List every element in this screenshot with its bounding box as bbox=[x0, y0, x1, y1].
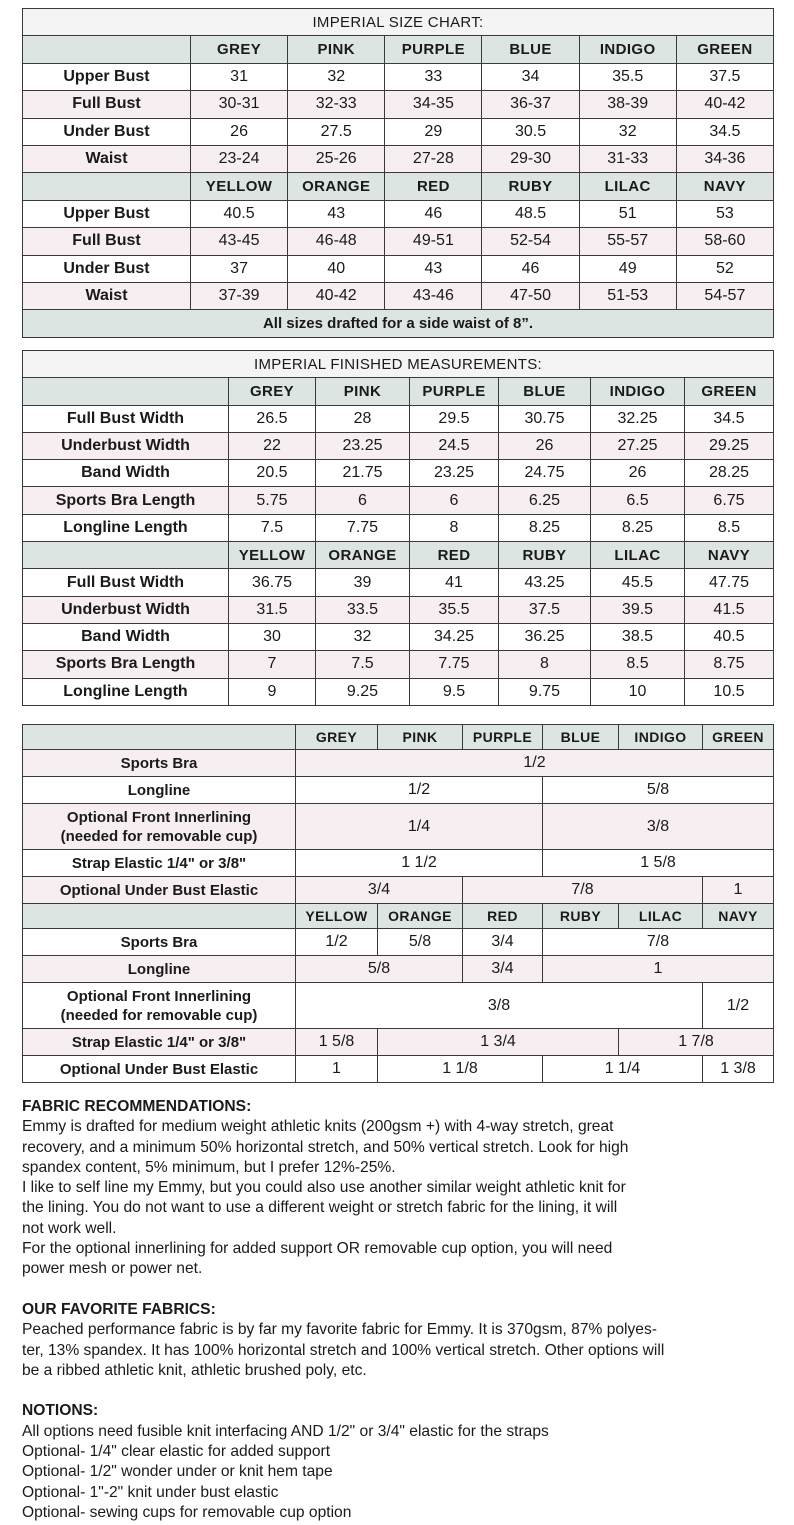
row-label: Strap Elastic 1/4" or 3/8" bbox=[23, 1029, 296, 1056]
cell-value: 23-24 bbox=[191, 145, 288, 172]
table-row bbox=[23, 405, 774, 432]
cell-value: 40-42 bbox=[288, 282, 385, 309]
row-label bbox=[23, 983, 296, 1029]
cell-value: 30.5 bbox=[482, 118, 579, 145]
cell-value: 55-57 bbox=[579, 228, 676, 255]
cell-value: 34.25 bbox=[410, 623, 499, 650]
cell-value: 26.5 bbox=[229, 405, 316, 432]
header-blank bbox=[23, 173, 191, 200]
finished-measurements-table bbox=[22, 350, 774, 706]
cell-value: 28.25 bbox=[685, 460, 774, 487]
cell-value: 6 bbox=[316, 487, 410, 514]
cell-value: 33 bbox=[385, 63, 482, 90]
row-label: Longline bbox=[23, 956, 296, 983]
cell-value: 1 bbox=[703, 877, 774, 904]
cell-value: 29 bbox=[385, 118, 482, 145]
size-header: INDIGO bbox=[579, 36, 676, 63]
cell-value: 39.5 bbox=[591, 596, 685, 623]
cell-value: 1 5/8 bbox=[296, 1029, 378, 1056]
size-header: RED bbox=[410, 542, 499, 569]
row-label: Full Bust bbox=[23, 228, 191, 255]
yardage-table bbox=[22, 724, 774, 1083]
table-row bbox=[23, 877, 774, 904]
cell-value: 3/4 bbox=[296, 877, 463, 904]
cell-value: 32 bbox=[579, 118, 676, 145]
cell-value: 30.75 bbox=[499, 405, 591, 432]
cell-value: 37.5 bbox=[499, 596, 591, 623]
table-row bbox=[23, 569, 774, 596]
size-header: RUBY bbox=[543, 904, 619, 929]
row-label-line: (needed for removable cup) bbox=[60, 1006, 258, 1024]
size-chart-note: All sizes drafted for a side waist of 8”. bbox=[23, 310, 774, 337]
cell-value: 41.5 bbox=[685, 596, 774, 623]
cell-value: 6.5 bbox=[591, 487, 685, 514]
cell-value: 24.75 bbox=[499, 460, 591, 487]
table-row bbox=[23, 514, 774, 541]
text-line: be a ribbed athletic knit, athletic brushed poly, etc. bbox=[22, 1361, 367, 1379]
cell-value: 43-45 bbox=[191, 228, 288, 255]
size-header: YELLOW bbox=[191, 173, 288, 200]
cell-value: 27.5 bbox=[288, 118, 385, 145]
cell-value: 10.5 bbox=[685, 678, 774, 705]
table-row bbox=[23, 983, 774, 1029]
header-blank bbox=[23, 904, 296, 929]
header-blank bbox=[23, 725, 296, 750]
cell-value: 9.5 bbox=[410, 678, 499, 705]
cell-value: 49-51 bbox=[385, 228, 482, 255]
text-line: Optional- sewing cups for removable cup option bbox=[22, 1503, 352, 1521]
row-label: Optional Under Bust Elastic bbox=[23, 1056, 296, 1083]
row-label-line: (needed for removable cup) bbox=[60, 827, 258, 845]
size-header: PURPLE bbox=[463, 725, 543, 750]
row-label: Under Bust bbox=[23, 255, 191, 282]
table-row bbox=[23, 432, 774, 459]
cell-value: 1 1/2 bbox=[296, 850, 543, 877]
text-line: not work well. bbox=[22, 1219, 117, 1237]
table-row bbox=[23, 460, 774, 487]
cell-value: 27.25 bbox=[591, 432, 685, 459]
table-row bbox=[23, 623, 774, 650]
row-label: Longline Length bbox=[23, 514, 229, 541]
cell-value: 9.25 bbox=[316, 678, 410, 705]
cell-value: 51-53 bbox=[579, 282, 676, 309]
cell-value: 26 bbox=[499, 432, 591, 459]
row-label: Optional Under Bust Elastic bbox=[23, 877, 296, 904]
row-label: Waist bbox=[23, 145, 191, 172]
table-row bbox=[23, 91, 774, 118]
row-label bbox=[23, 804, 296, 850]
text-line: Optional- 1/4" clear elastic for added support bbox=[22, 1443, 331, 1461]
size-header: GREY bbox=[296, 725, 378, 750]
header-blank bbox=[23, 378, 229, 405]
cell-value: 3/8 bbox=[296, 983, 703, 1029]
size-header: GREEN bbox=[703, 725, 774, 750]
cell-value: 46-48 bbox=[288, 228, 385, 255]
size-header: PURPLE bbox=[385, 36, 482, 63]
cell-value: 1 bbox=[543, 956, 774, 983]
row-label: Waist bbox=[23, 282, 191, 309]
cell-value: 1/2 bbox=[703, 983, 774, 1029]
size-header: ORANGE bbox=[378, 904, 463, 929]
cell-value: 37.5 bbox=[676, 63, 773, 90]
text-line: spandex content, 5% minimum, but I prefer 12%-25%. bbox=[22, 1158, 396, 1176]
cell-value: 43 bbox=[288, 200, 385, 227]
cell-value: 7.5 bbox=[229, 514, 316, 541]
cell-value: 22 bbox=[229, 432, 316, 459]
cell-value: 43-46 bbox=[385, 282, 482, 309]
cell-value: 29-30 bbox=[482, 145, 579, 172]
row-label: Upper Bust bbox=[23, 63, 191, 90]
size-header: NAVY bbox=[703, 904, 774, 929]
size-header: YELLOW bbox=[296, 904, 378, 929]
cell-value: 45.5 bbox=[591, 569, 685, 596]
size-header: ORANGE bbox=[288, 173, 385, 200]
cell-value: 8.75 bbox=[685, 651, 774, 678]
cell-value: 32 bbox=[316, 623, 410, 650]
cell-value: 35.5 bbox=[579, 63, 676, 90]
row-label: Full Bust bbox=[23, 91, 191, 118]
size-header: RUBY bbox=[499, 542, 591, 569]
cell-value: 53 bbox=[676, 200, 773, 227]
cell-value: 40-42 bbox=[676, 91, 773, 118]
header-blank bbox=[23, 542, 229, 569]
text-line: Optional- 1"-2" knit under bust elastic bbox=[22, 1483, 279, 1501]
table-row bbox=[23, 750, 774, 777]
text-line: power mesh or power net. bbox=[22, 1260, 203, 1278]
cell-value: 8.5 bbox=[685, 514, 774, 541]
cell-value: 32 bbox=[288, 63, 385, 90]
row-label: Sports Bra bbox=[23, 929, 296, 956]
text-line: recovery, and a minimum 50% horizontal stretch, and 50% vertical stretch. Look for high bbox=[22, 1138, 629, 1156]
cell-value: 7/8 bbox=[543, 929, 774, 956]
cell-value: 1/2 bbox=[296, 929, 378, 956]
row-label: Sports Bra Length bbox=[23, 487, 229, 514]
cell-value: 47.75 bbox=[685, 569, 774, 596]
size-header: RED bbox=[463, 904, 543, 929]
size-header: BLUE bbox=[499, 378, 591, 405]
row-label-line: Optional Front Innerlining bbox=[66, 808, 252, 826]
size-header: NAVY bbox=[676, 173, 773, 200]
table-row bbox=[23, 63, 774, 90]
text-line: I like to self line my Emmy, but you could also use another similar weight athletic knit for bbox=[22, 1179, 626, 1197]
size-chart-title: IMPERIAL SIZE CHART: bbox=[23, 9, 774, 36]
cell-value: 46 bbox=[482, 255, 579, 282]
size-header: PINK bbox=[288, 36, 385, 63]
text-line: For the optional innerlining for added support OR removable cup option, you will need bbox=[22, 1240, 613, 1258]
cell-value: 10 bbox=[591, 678, 685, 705]
fabric-heading: FABRIC RECOMMENDATIONS: bbox=[22, 1098, 252, 1115]
cell-value: 28 bbox=[316, 405, 410, 432]
cell-value: 35.5 bbox=[410, 596, 499, 623]
row-label: Sports Bra bbox=[23, 750, 296, 777]
cell-value: 40 bbox=[288, 255, 385, 282]
cell-value: 5.75 bbox=[229, 487, 316, 514]
cell-value: 30 bbox=[229, 623, 316, 650]
notions-heading: NOTIONS: bbox=[22, 1402, 99, 1420]
cell-value: 3/4 bbox=[463, 956, 543, 983]
size-header: GREEN bbox=[685, 378, 774, 405]
table-row bbox=[23, 804, 774, 850]
size-header: INDIGO bbox=[619, 725, 703, 750]
table-row bbox=[23, 956, 774, 983]
cell-value: 33.5 bbox=[316, 596, 410, 623]
cell-value: 46 bbox=[385, 200, 482, 227]
text-line: Emmy is drafted for medium weight athletic knits (200gsm +) with 4-way stretch, great bbox=[22, 1118, 614, 1136]
cell-value: 9 bbox=[229, 678, 316, 705]
cell-value: 32.25 bbox=[591, 405, 685, 432]
cell-value: 43 bbox=[385, 255, 482, 282]
table-row bbox=[23, 678, 774, 705]
table-row bbox=[23, 228, 774, 255]
cell-value: 7.75 bbox=[316, 514, 410, 541]
spacer bbox=[22, 1280, 782, 1300]
row-label: Band Width bbox=[23, 460, 229, 487]
cell-value: 1/2 bbox=[296, 777, 543, 804]
cell-value: 8.5 bbox=[591, 651, 685, 678]
cell-value: 26 bbox=[191, 118, 288, 145]
spacer bbox=[22, 1381, 782, 1401]
cell-value: 1 bbox=[296, 1056, 378, 1083]
cell-value: 3/4 bbox=[463, 929, 543, 956]
size-header: LILAC bbox=[591, 542, 685, 569]
cell-value: 37-39 bbox=[191, 282, 288, 309]
cell-value: 58-60 bbox=[676, 228, 773, 255]
row-label: Full Bust Width bbox=[23, 405, 229, 432]
cell-value: 3/8 bbox=[543, 804, 774, 850]
size-header: LILAC bbox=[619, 904, 703, 929]
cell-value: 8 bbox=[410, 514, 499, 541]
cell-value: 1/4 bbox=[296, 804, 543, 850]
text-line: All options need fusible knit interfacing AND 1/2" or 3/4" elastic for the straps bbox=[22, 1422, 549, 1440]
row-label: Longline bbox=[23, 777, 296, 804]
cell-value: 23.25 bbox=[410, 460, 499, 487]
cell-value: 40.5 bbox=[685, 623, 774, 650]
cell-value: 51 bbox=[579, 200, 676, 227]
size-header: GREY bbox=[229, 378, 316, 405]
row-label: Longline Length bbox=[23, 678, 229, 705]
favorite-heading: OUR FAVORITE FABRICS: bbox=[22, 1300, 216, 1318]
table-row bbox=[23, 929, 774, 956]
size-header: BLUE bbox=[482, 36, 579, 63]
cell-value: 40.5 bbox=[191, 200, 288, 227]
cell-value: 30-31 bbox=[191, 91, 288, 118]
size-header: INDIGO bbox=[591, 378, 685, 405]
cell-value: 1 1/8 bbox=[378, 1056, 543, 1083]
size-header: PURPLE bbox=[410, 378, 499, 405]
imperial-size-chart-table bbox=[22, 8, 774, 338]
cell-value: 31 bbox=[191, 63, 288, 90]
table-row bbox=[23, 145, 774, 172]
cell-value: 1 7/8 bbox=[619, 1029, 774, 1056]
header-blank bbox=[23, 36, 191, 63]
table-row bbox=[23, 255, 774, 282]
row-label: Underbust Width bbox=[23, 432, 229, 459]
size-header: LILAC bbox=[579, 173, 676, 200]
size-header: PINK bbox=[316, 378, 410, 405]
table-row bbox=[23, 1056, 774, 1083]
cell-value: 20.5 bbox=[229, 460, 316, 487]
row-label: Under Bust bbox=[23, 118, 191, 145]
size-header: NAVY bbox=[685, 542, 774, 569]
table-row bbox=[23, 596, 774, 623]
cell-value: 1 3/8 bbox=[703, 1056, 774, 1083]
size-header: RUBY bbox=[482, 173, 579, 200]
cell-value: 1/2 bbox=[296, 750, 774, 777]
text-line: Optional- 1/2" wonder under or knit hem tape bbox=[22, 1463, 333, 1481]
cell-value: 34.5 bbox=[685, 405, 774, 432]
cell-value: 1 1/4 bbox=[543, 1056, 703, 1083]
cell-value: 29.25 bbox=[685, 432, 774, 459]
cell-value: 8.25 bbox=[499, 514, 591, 541]
table-row bbox=[23, 1029, 774, 1056]
cell-value: 7 bbox=[229, 651, 316, 678]
cell-value: 39 bbox=[316, 569, 410, 596]
row-label: Underbust Width bbox=[23, 596, 229, 623]
cell-value: 36.25 bbox=[499, 623, 591, 650]
cell-value: 38.5 bbox=[591, 623, 685, 650]
cell-value: 52 bbox=[676, 255, 773, 282]
cell-value: 37 bbox=[191, 255, 288, 282]
cell-value: 8 bbox=[499, 651, 591, 678]
row-label: Band Width bbox=[23, 623, 229, 650]
size-header: ORANGE bbox=[316, 542, 410, 569]
cell-value: 29.5 bbox=[410, 405, 499, 432]
cell-value: 36-37 bbox=[482, 91, 579, 118]
cell-value: 34-35 bbox=[385, 91, 482, 118]
row-label: Sports Bra Length bbox=[23, 651, 229, 678]
cell-value: 34-36 bbox=[676, 145, 773, 172]
cell-value: 5/8 bbox=[296, 956, 463, 983]
finished-title: IMPERIAL FINISHED MEASUREMENTS: bbox=[23, 351, 774, 378]
cell-value: 34.5 bbox=[676, 118, 773, 145]
cell-value: 7.5 bbox=[316, 651, 410, 678]
table-row bbox=[23, 777, 774, 804]
text-line: Peached performance fabric is by far my favorite fabric for Emmy. It is 370gsm, 87% polyes- bbox=[22, 1321, 657, 1339]
size-header: RED bbox=[385, 173, 482, 200]
table-row bbox=[23, 651, 774, 678]
table-row bbox=[23, 200, 774, 227]
row-label-line: Optional Front Innerlining bbox=[66, 987, 252, 1005]
text-line: ter, 13% spandex. It has 100% horizontal stretch and 100% vertical stretch. Other options will bbox=[22, 1341, 665, 1359]
cell-value: 6.25 bbox=[499, 487, 591, 514]
size-header: YELLOW bbox=[229, 542, 316, 569]
size-header: GREY bbox=[191, 36, 288, 63]
row-label: Full Bust Width bbox=[23, 569, 229, 596]
cell-value: 1 5/8 bbox=[543, 850, 774, 877]
cell-value: 27-28 bbox=[385, 145, 482, 172]
cell-value: 5/8 bbox=[543, 777, 774, 804]
row-label: Upper Bust bbox=[23, 200, 191, 227]
cell-value: 31-33 bbox=[579, 145, 676, 172]
cell-value: 31.5 bbox=[229, 596, 316, 623]
size-header: PINK bbox=[378, 725, 463, 750]
table-row bbox=[23, 282, 774, 309]
cell-value: 49 bbox=[579, 255, 676, 282]
cell-value: 48.5 bbox=[482, 200, 579, 227]
cell-value: 7.75 bbox=[410, 651, 499, 678]
row-label: Strap Elastic 1/4" or 3/8" bbox=[23, 850, 296, 877]
table-row bbox=[23, 850, 774, 877]
notes-section bbox=[22, 1097, 782, 1523]
text-line: the lining. You do not want to use a different weight or stretch fabric for the lining, it will bbox=[22, 1199, 618, 1217]
cell-value: 26 bbox=[591, 460, 685, 487]
cell-value: 7/8 bbox=[463, 877, 703, 904]
size-header: BLUE bbox=[543, 725, 619, 750]
cell-value: 47-50 bbox=[482, 282, 579, 309]
cell-value: 6.75 bbox=[685, 487, 774, 514]
cell-value: 23.25 bbox=[316, 432, 410, 459]
cell-value: 9.75 bbox=[499, 678, 591, 705]
cell-value: 25-26 bbox=[288, 145, 385, 172]
cell-value: 21.75 bbox=[316, 460, 410, 487]
table-row bbox=[23, 487, 774, 514]
cell-value: 36.75 bbox=[229, 569, 316, 596]
table-row bbox=[23, 118, 774, 145]
cell-value: 6 bbox=[410, 487, 499, 514]
cell-value: 38-39 bbox=[579, 91, 676, 118]
size-header: GREEN bbox=[676, 36, 773, 63]
cell-value: 5/8 bbox=[378, 929, 463, 956]
cell-value: 54-57 bbox=[676, 282, 773, 309]
cell-value: 32-33 bbox=[288, 91, 385, 118]
cell-value: 52-54 bbox=[482, 228, 579, 255]
cell-value: 43.25 bbox=[499, 569, 591, 596]
cell-value: 34 bbox=[482, 63, 579, 90]
cell-value: 1 3/4 bbox=[378, 1029, 619, 1056]
cell-value: 41 bbox=[410, 569, 499, 596]
cell-value: 24.5 bbox=[410, 432, 499, 459]
cell-value: 8.25 bbox=[591, 514, 685, 541]
